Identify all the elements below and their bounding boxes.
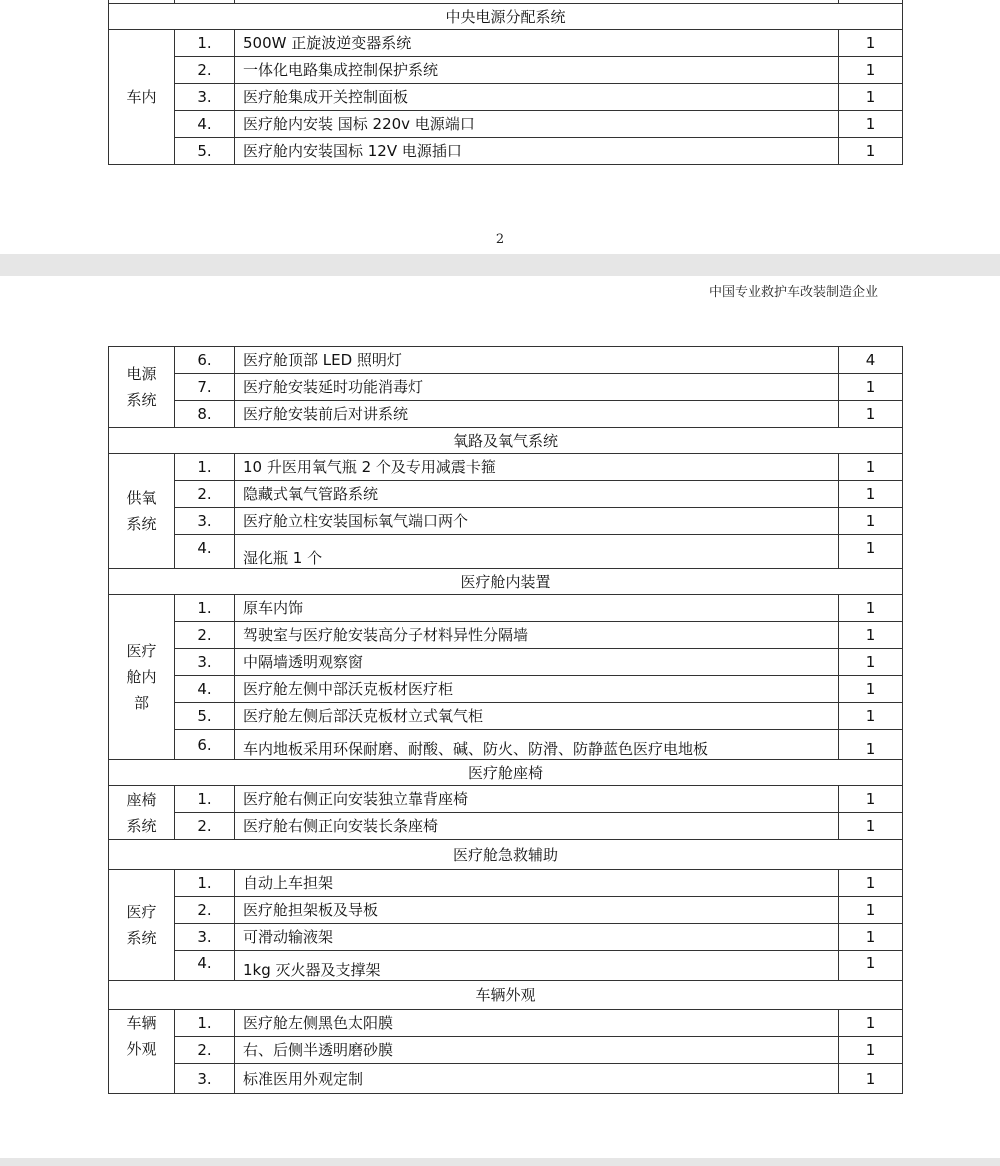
table-row — [109, 595, 903, 622]
table-row — [109, 870, 903, 897]
item-description: 医疗舱立柱安装国标氧气端口两个 — [235, 508, 839, 535]
item-number: 4. — [175, 676, 235, 703]
item-quantity: 1 — [839, 481, 903, 508]
item-quantity: 1 — [839, 897, 903, 924]
section-row — [109, 760, 903, 786]
item-description: 湿化瓶 1 个 — [235, 535, 839, 569]
table-row — [109, 897, 903, 924]
section-title: 车辆外观 — [109, 981, 903, 1010]
section-title: 医疗舱急救辅助 — [109, 840, 903, 870]
section-row — [109, 569, 903, 595]
category-cell — [109, 1010, 175, 1094]
item-quantity: 1 — [839, 595, 903, 622]
category-label: 医疗 系统 — [126, 903, 157, 947]
item-description: 医疗舱顶部 LED 照明灯 — [235, 347, 839, 374]
category-cell — [109, 347, 175, 428]
item-quantity: 1 — [839, 84, 903, 111]
table-row — [109, 924, 903, 951]
item-quantity: 1 — [839, 622, 903, 649]
item-quantity: 1 — [839, 508, 903, 535]
category-label: 车辆 外观 — [126, 1014, 157, 1058]
item-quantity: 1 — [839, 924, 903, 951]
category-label: 座椅 系统 — [126, 790, 157, 835]
item-number: 3. — [175, 508, 235, 535]
table-row — [109, 703, 903, 730]
item-description: 医疗舱左侧后部沃克板材立式氧气柜 — [235, 703, 839, 730]
item-description: 车内地板采用环保耐磨、耐酸、碱、防火、防滑、防静蓝色医疗电地板 — [235, 730, 839, 760]
section-title: 中央电源分配系统 — [109, 4, 903, 30]
table-row — [109, 1010, 903, 1037]
item-description: 医疗舱左侧黑色太阳膜 — [235, 1010, 839, 1037]
page-header-company: 中国专业救护车改装制造企业 — [708, 285, 878, 300]
table-row — [109, 454, 903, 481]
item-quantity: 1 — [839, 1064, 903, 1094]
table-row — [109, 84, 903, 111]
item-number: 4. — [175, 111, 235, 138]
item-number: 2. — [175, 57, 235, 84]
item-quantity: 1 — [839, 401, 903, 428]
category-label: 医疗 舱内 部 — [126, 642, 157, 712]
table-row — [109, 622, 903, 649]
item-quantity: 1 — [839, 1010, 903, 1037]
item-number: 6. — [175, 730, 235, 760]
item-description: 医疗舱右侧正向安装独立靠背座椅 — [235, 786, 839, 813]
table-row — [109, 481, 903, 508]
item-description: 右、后侧半透明磨砂膜 — [235, 1037, 839, 1064]
table-row — [109, 138, 903, 165]
table-row — [109, 508, 903, 535]
item-number: 5. — [175, 138, 235, 165]
table-row — [109, 30, 903, 57]
item-description: 医疗舱安装延时功能消毒灯 — [235, 374, 839, 401]
item-description: 医疗舱集成开关控制面板 — [235, 84, 839, 111]
category-label: 供氧 系统 — [126, 489, 157, 533]
item-description: 自动上车担架 — [235, 870, 839, 897]
item-description: 1kg 灭火器及支撑架 — [235, 951, 839, 981]
item-description: 医疗舱安装前后对讲系统 — [235, 401, 839, 428]
section-row — [109, 981, 903, 1010]
table-row — [109, 676, 903, 703]
item-number: 4. — [175, 535, 235, 569]
item-description: 可滑动输液架 — [235, 924, 839, 951]
item-quantity: 1 — [839, 676, 903, 703]
item-quantity: 1 — [839, 649, 903, 676]
item-quantity: 1 — [839, 870, 903, 897]
item-number: 1. — [175, 1010, 235, 1037]
item-quantity: 1 — [839, 951, 903, 981]
item-number: 1. — [175, 595, 235, 622]
category-label: 电源 系统 — [126, 365, 157, 409]
table-row — [109, 535, 903, 569]
item-description: 500W 正旋波逆变器系统 — [235, 30, 839, 57]
item-number: 3. — [175, 649, 235, 676]
item-number: 4. — [175, 951, 235, 981]
item-description: 一体化电路集成控制保护系统 — [235, 57, 839, 84]
item-number: 1. — [175, 454, 235, 481]
item-quantity: 1 — [839, 703, 903, 730]
section-title: 医疗舱内装置 — [109, 569, 903, 595]
section-title: 医疗舱座椅 — [109, 760, 903, 786]
item-number: 2. — [175, 897, 235, 924]
table-row — [109, 649, 903, 676]
item-quantity: 4 — [839, 347, 903, 374]
category-cell — [109, 595, 175, 760]
item-number: 2. — [175, 622, 235, 649]
item-quantity: 1 — [839, 535, 903, 569]
item-number: 8. — [175, 401, 235, 428]
page-separator — [0, 1158, 1000, 1166]
item-number: 2. — [175, 1037, 235, 1064]
section-row — [109, 840, 903, 870]
table-row — [109, 1037, 903, 1064]
item-description: 医疗舱担架板及导板 — [235, 897, 839, 924]
table-row — [109, 786, 903, 813]
item-number: 6. — [175, 347, 235, 374]
document-page-2 — [0, 276, 1000, 1158]
item-quantity: 1 — [839, 1037, 903, 1064]
item-number: 1. — [175, 786, 235, 813]
item-description: 医疗舱内安装国标 12V 电源插口 — [235, 138, 839, 165]
item-description: 原车内饰 — [235, 595, 839, 622]
item-number: 5. — [175, 703, 235, 730]
category-cell — [109, 870, 175, 981]
item-quantity: 1 — [839, 57, 903, 84]
page-number: 2 — [495, 232, 505, 247]
item-quantity: 1 — [839, 813, 903, 840]
document-page-1 — [0, 0, 1000, 254]
item-quantity: 1 — [839, 30, 903, 57]
item-description: 标准医用外观定制 — [235, 1064, 839, 1094]
item-description: 医疗舱左侧中部沃克板材医疗柜 — [235, 676, 839, 703]
equipment-table-page-1 — [108, 0, 903, 165]
table-row — [109, 951, 903, 981]
item-number: 2. — [175, 813, 235, 840]
table-row — [109, 347, 903, 374]
table-row — [109, 1064, 903, 1094]
table-row — [109, 813, 903, 840]
item-description: 医疗舱内安装 国标 220v 电源端口 — [235, 111, 839, 138]
category-cell — [109, 786, 175, 840]
item-description: 10 升医用氧气瓶 2 个及专用减震卡箍 — [235, 454, 839, 481]
equipment-table-page-2 — [108, 346, 903, 1094]
category-cell: 车内 — [109, 30, 175, 165]
item-description: 医疗舱右侧正向安装长条座椅 — [235, 813, 839, 840]
section-row — [109, 4, 903, 30]
item-number: 1. — [175, 870, 235, 897]
item-quantity: 1 — [839, 111, 903, 138]
item-number: 1. — [175, 30, 235, 57]
table-row — [109, 401, 903, 428]
table-row — [109, 111, 903, 138]
item-number: 3. — [175, 924, 235, 951]
item-description: 驾驶室与医疗舱安装高分子材料异性分隔墙 — [235, 622, 839, 649]
section-title: 氧路及氧气系统 — [109, 428, 903, 454]
item-number: 3. — [175, 84, 235, 111]
item-number: 7. — [175, 374, 235, 401]
table-row — [109, 57, 903, 84]
page-separator — [0, 254, 1000, 276]
item-quantity: 1 — [839, 454, 903, 481]
item-number: 2. — [175, 481, 235, 508]
item-quantity: 1 — [839, 786, 903, 813]
item-quantity: 1 — [839, 138, 903, 165]
category-cell — [109, 454, 175, 569]
item-number: 3. — [175, 1064, 235, 1094]
section-row — [109, 428, 903, 454]
table-row — [109, 730, 903, 760]
item-quantity: 1 — [839, 374, 903, 401]
table-row — [109, 374, 903, 401]
item-description: 中隔墙透明观察窗 — [235, 649, 839, 676]
item-description: 隐藏式氧气管路系统 — [235, 481, 839, 508]
item-quantity: 1 — [839, 730, 903, 760]
